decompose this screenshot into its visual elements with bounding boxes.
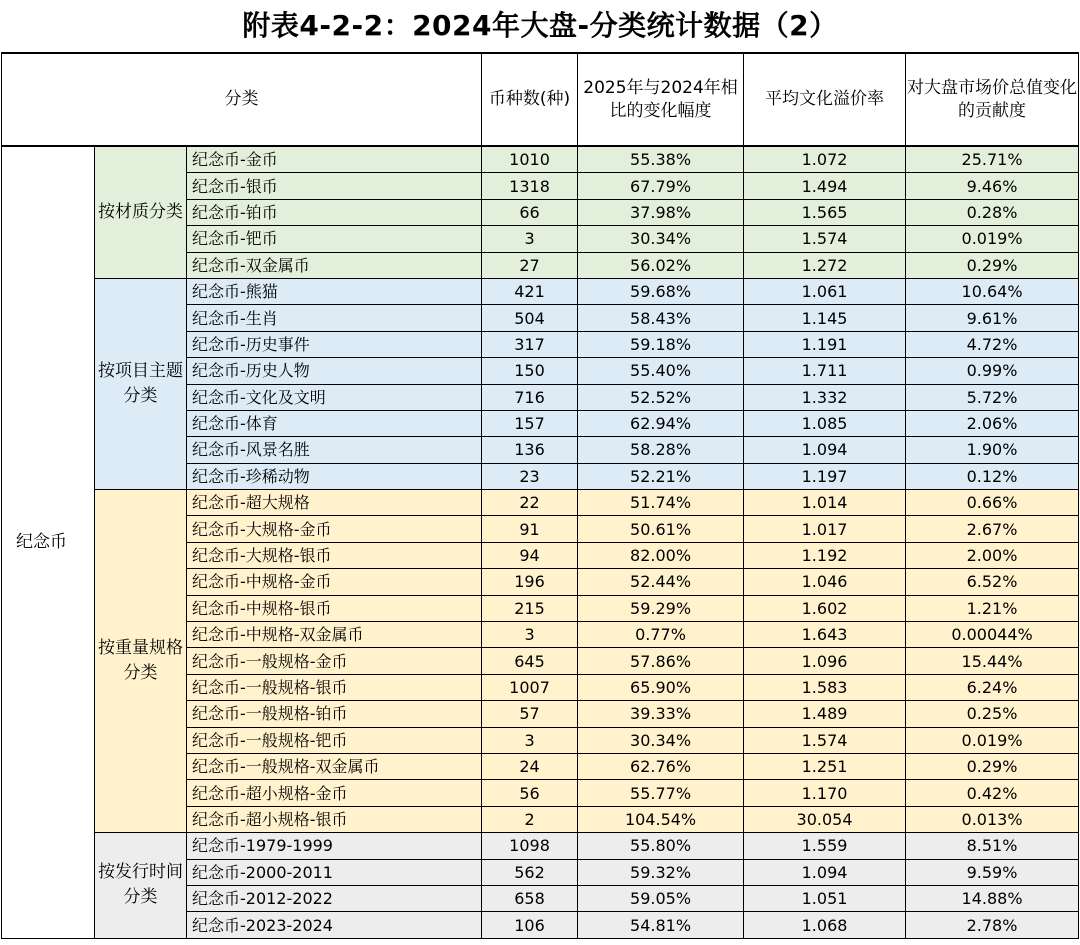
row-contribution-cell: 15.44% <box>906 648 1079 674</box>
row-contribution-cell: 2.67% <box>906 516 1079 542</box>
row-contribution-cell: 1.21% <box>906 595 1079 621</box>
row-count-cell: 215 <box>482 595 578 621</box>
row-count-cell: 562 <box>482 859 578 885</box>
row-premium-cell: 1.332 <box>744 384 906 410</box>
row-name-cell: 纪念币-金币 <box>187 146 482 173</box>
row-name-cell: 纪念币-双金属币 <box>187 252 482 278</box>
row-count-cell: 1007 <box>482 674 578 700</box>
row-contribution-cell: 0.66% <box>906 490 1079 516</box>
row-count-cell: 1318 <box>482 173 578 199</box>
row-premium-cell: 1.583 <box>744 674 906 700</box>
row-name-cell: 纪念币-中规格-银币 <box>187 595 482 621</box>
row-count-cell: 3 <box>482 727 578 753</box>
row-change-cell: 82.00% <box>578 542 744 568</box>
row-contribution-cell: 14.88% <box>906 885 1079 911</box>
row-change-cell: 37.98% <box>578 199 744 225</box>
row-count-cell: 94 <box>482 542 578 568</box>
row-premium-cell: 1.068 <box>744 912 906 938</box>
row-contribution-cell: 0.00044% <box>906 622 1079 648</box>
header-contribution: 对大盘市场价总值变化的贡献度 <box>906 53 1079 146</box>
row-contribution-cell: 0.013% <box>906 806 1079 832</box>
row-count-cell: 2 <box>482 806 578 832</box>
row-count-cell: 196 <box>482 569 578 595</box>
row-premium-cell: 1.272 <box>744 252 906 278</box>
row-contribution-cell: 0.019% <box>906 226 1079 252</box>
table-row <box>2 278 1079 304</box>
header-row <box>2 53 1079 146</box>
row-premium-cell: 1.565 <box>744 199 906 225</box>
row-count-cell: 157 <box>482 410 578 436</box>
row-name-cell: 纪念币-钯币 <box>187 226 482 252</box>
row-name-cell: 纪念币-2000-2011 <box>187 859 482 885</box>
row-contribution-cell: 0.99% <box>906 358 1079 384</box>
row-premium-cell: 1.051 <box>744 885 906 911</box>
row-premium-cell: 1.192 <box>744 542 906 568</box>
row-count-cell: 22 <box>482 490 578 516</box>
row-name-cell: 纪念币-超小规格-银币 <box>187 806 482 832</box>
row-contribution-cell: 2.06% <box>906 410 1079 436</box>
row-contribution-cell: 0.42% <box>906 780 1079 806</box>
row-contribution-cell: 9.46% <box>906 173 1079 199</box>
table-row <box>2 146 1079 173</box>
row-contribution-cell: 0.12% <box>906 463 1079 489</box>
group-label-cell: 按材质分类 <box>95 146 187 278</box>
row-name-cell: 纪念币-2012-2022 <box>187 885 482 911</box>
row-name-cell: 纪念币-中规格-双金属币 <box>187 622 482 648</box>
row-name-cell: 纪念币-风景名胜 <box>187 437 482 463</box>
row-count-cell: 1010 <box>482 146 578 173</box>
group-label-cell: 按重量规格分类 <box>95 490 187 833</box>
row-contribution-cell: 6.52% <box>906 569 1079 595</box>
row-count-cell: 645 <box>482 648 578 674</box>
group-label-cell: 按项目主题分类 <box>95 278 187 489</box>
row-name-cell: 纪念币-一般规格-双金属币 <box>187 753 482 779</box>
row-change-cell: 55.80% <box>578 833 744 859</box>
row-change-cell: 54.81% <box>578 912 744 938</box>
row-premium-cell: 1.145 <box>744 305 906 331</box>
row-contribution-cell: 0.019% <box>906 727 1079 753</box>
row-count-cell: 1098 <box>482 833 578 859</box>
row-contribution-cell: 10.64% <box>906 278 1079 304</box>
row-count-cell: 56 <box>482 780 578 806</box>
statistics-table <box>1 52 1079 939</box>
row-count-cell: 27 <box>482 252 578 278</box>
row-name-cell: 纪念币-一般规格-银币 <box>187 674 482 700</box>
row-change-cell: 57.86% <box>578 648 744 674</box>
row-name-cell: 纪念币-铂币 <box>187 199 482 225</box>
table-body <box>2 146 1079 938</box>
row-change-cell: 52.44% <box>578 569 744 595</box>
row-change-cell: 59.29% <box>578 595 744 621</box>
row-change-cell: 62.94% <box>578 410 744 436</box>
row-premium-cell: 1.094 <box>744 859 906 885</box>
page-title: 附表4-2-2：2024年大盘-分类统计数据（2） <box>242 9 838 42</box>
row-name-cell: 纪念币-1979-1999 <box>187 833 482 859</box>
row-count-cell: 3 <box>482 226 578 252</box>
row-change-cell: 55.77% <box>578 780 744 806</box>
row-count-cell: 658 <box>482 885 578 911</box>
row-count-cell: 150 <box>482 358 578 384</box>
table-row <box>2 833 1079 859</box>
row-count-cell: 91 <box>482 516 578 542</box>
row-name-cell: 纪念币-一般规格-钯币 <box>187 727 482 753</box>
row-contribution-cell: 9.59% <box>906 859 1079 885</box>
row-name-cell: 纪念币-超大规格 <box>187 490 482 516</box>
row-change-cell: 55.38% <box>578 146 744 173</box>
row-contribution-cell: 2.00% <box>906 542 1079 568</box>
row-name-cell: 纪念币-历史人物 <box>187 358 482 384</box>
row-change-cell: 59.05% <box>578 885 744 911</box>
row-premium-cell: 1.574 <box>744 226 906 252</box>
row-name-cell: 纪念币-银币 <box>187 173 482 199</box>
row-name-cell: 纪念币-文化及文明 <box>187 384 482 410</box>
row-count-cell: 3 <box>482 622 578 648</box>
row-contribution-cell: 25.71% <box>906 146 1079 173</box>
row-contribution-cell: 4.72% <box>906 331 1079 357</box>
header-premium: 平均文化溢价率 <box>744 53 906 146</box>
row-name-cell: 纪念币-生肖 <box>187 305 482 331</box>
row-name-cell: 纪念币-超小规格-金币 <box>187 780 482 806</box>
row-count-cell: 24 <box>482 753 578 779</box>
row-name-cell: 纪念币-2023-2024 <box>187 912 482 938</box>
row-contribution-cell: 6.24% <box>906 674 1079 700</box>
row-premium-cell: 1.574 <box>744 727 906 753</box>
row-change-cell: 56.02% <box>578 252 744 278</box>
row-name-cell: 纪念币-熊猫 <box>187 278 482 304</box>
row-change-cell: 39.33% <box>578 701 744 727</box>
row-premium-cell: 1.711 <box>744 358 906 384</box>
row-premium-cell: 1.559 <box>744 833 906 859</box>
row-name-cell: 纪念币-中规格-金币 <box>187 569 482 595</box>
row-contribution-cell: 5.72% <box>906 384 1079 410</box>
row-change-cell: 30.34% <box>578 226 744 252</box>
row-premium-cell: 1.602 <box>744 595 906 621</box>
row-premium-cell: 1.251 <box>744 753 906 779</box>
row-premium-cell: 1.489 <box>744 701 906 727</box>
row-premium-cell: 1.643 <box>744 622 906 648</box>
row-premium-cell: 1.017 <box>744 516 906 542</box>
row-change-cell: 59.68% <box>578 278 744 304</box>
row-name-cell: 纪念币-珍稀动物 <box>187 463 482 489</box>
row-count-cell: 66 <box>482 199 578 225</box>
row-contribution-cell: 9.61% <box>906 305 1079 331</box>
row-premium-cell: 1.072 <box>744 146 906 173</box>
row-premium-cell: 1.046 <box>744 569 906 595</box>
row-change-cell: 52.21% <box>578 463 744 489</box>
row-change-cell: 52.52% <box>578 384 744 410</box>
row-premium-cell: 30.054 <box>744 806 906 832</box>
row-count-cell: 57 <box>482 701 578 727</box>
row-name-cell: 纪念币-历史事件 <box>187 331 482 357</box>
main-category-cell: 纪念币 <box>2 146 95 938</box>
row-name-cell: 纪念币-大规格-金币 <box>187 516 482 542</box>
header-change: 2025年与2024年相比的变化幅度 <box>578 53 744 146</box>
row-contribution-cell: 2.78% <box>906 912 1079 938</box>
row-contribution-cell: 8.51% <box>906 833 1079 859</box>
row-premium-cell: 1.094 <box>744 437 906 463</box>
header-count: 币种数(种) <box>482 53 578 146</box>
row-count-cell: 106 <box>482 912 578 938</box>
row-premium-cell: 1.096 <box>744 648 906 674</box>
row-change-cell: 58.28% <box>578 437 744 463</box>
row-premium-cell: 1.061 <box>744 278 906 304</box>
row-change-cell: 30.34% <box>578 727 744 753</box>
row-premium-cell: 1.494 <box>744 173 906 199</box>
row-change-cell: 67.79% <box>578 173 744 199</box>
row-premium-cell: 1.014 <box>744 490 906 516</box>
row-contribution-cell: 0.29% <box>906 252 1079 278</box>
row-premium-cell: 1.191 <box>744 331 906 357</box>
group-label-cell: 按发行时间分类 <box>95 833 187 939</box>
row-count-cell: 716 <box>482 384 578 410</box>
row-change-cell: 50.61% <box>578 516 744 542</box>
row-change-cell: 104.54% <box>578 806 744 832</box>
row-change-cell: 59.32% <box>578 859 744 885</box>
row-change-cell: 59.18% <box>578 331 744 357</box>
row-count-cell: 136 <box>482 437 578 463</box>
table-row <box>2 490 1079 516</box>
row-contribution-cell: 1.90% <box>906 437 1079 463</box>
row-count-cell: 421 <box>482 278 578 304</box>
row-contribution-cell: 0.25% <box>906 701 1079 727</box>
row-count-cell: 23 <box>482 463 578 489</box>
row-contribution-cell: 0.29% <box>906 753 1079 779</box>
row-name-cell: 纪念币-体育 <box>187 410 482 436</box>
row-change-cell: 65.90% <box>578 674 744 700</box>
row-change-cell: 0.77% <box>578 622 744 648</box>
row-change-cell: 62.76% <box>578 753 744 779</box>
row-premium-cell: 1.085 <box>744 410 906 436</box>
row-change-cell: 51.74% <box>578 490 744 516</box>
row-name-cell: 纪念币-大规格-银币 <box>187 542 482 568</box>
row-change-cell: 55.40% <box>578 358 744 384</box>
row-change-cell: 58.43% <box>578 305 744 331</box>
row-contribution-cell: 0.28% <box>906 199 1079 225</box>
row-count-cell: 504 <box>482 305 578 331</box>
row-premium-cell: 1.197 <box>744 463 906 489</box>
row-premium-cell: 1.170 <box>744 780 906 806</box>
header-category: 分类 <box>2 53 482 146</box>
row-name-cell: 纪念币-一般规格-铂币 <box>187 701 482 727</box>
row-name-cell: 纪念币-一般规格-金币 <box>187 648 482 674</box>
row-count-cell: 317 <box>482 331 578 357</box>
